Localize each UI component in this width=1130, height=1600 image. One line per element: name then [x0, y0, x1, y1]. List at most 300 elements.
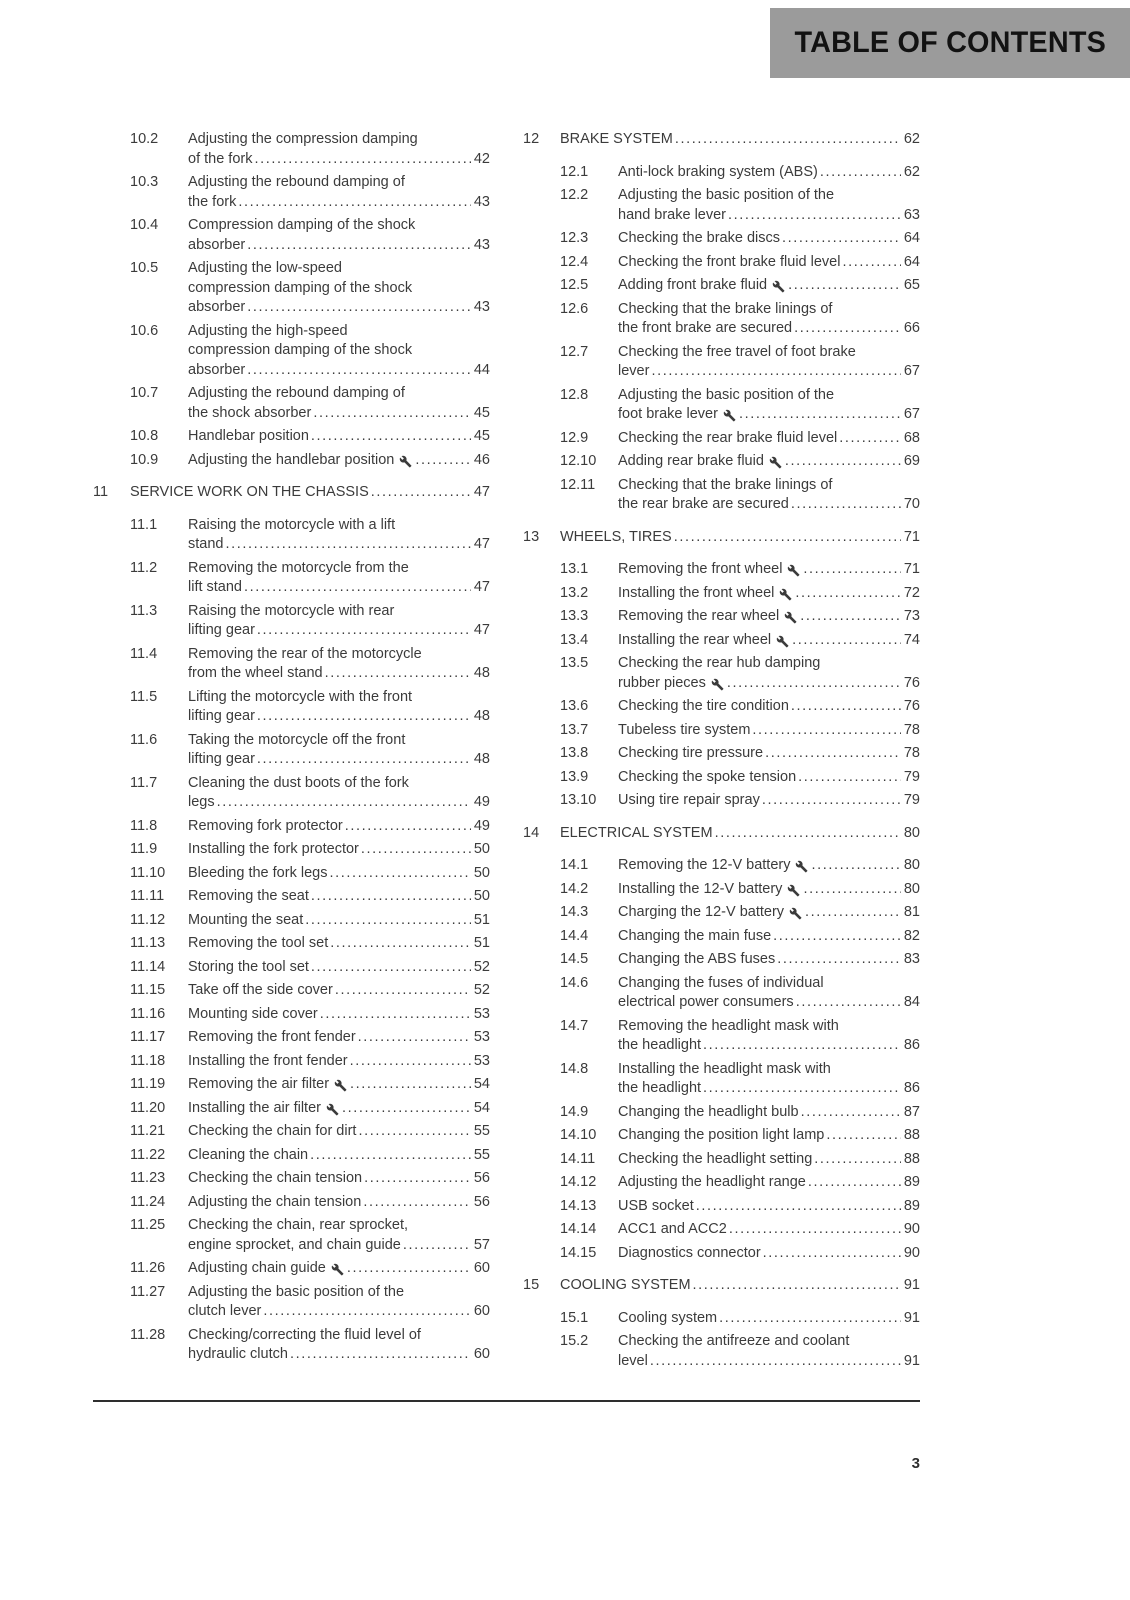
entry-page-number: 66	[903, 320, 920, 336]
entry-title-line: Removing fork protector	[188, 817, 343, 834]
entry-title-line: Adjusting the rebound damping of	[188, 385, 405, 401]
dot-leader	[238, 193, 471, 213]
entry-body	[618, 1150, 920, 1170]
entry-page-number: 90	[903, 1221, 920, 1237]
entry-last-line	[618, 674, 920, 694]
entry-title-line: Taking the motorcycle off the front	[188, 731, 406, 748]
entry-body	[188, 1005, 490, 1025]
entry-page-number: 80	[903, 880, 920, 897]
entry-number: 14.10	[560, 1127, 597, 1143]
entry-title-line: ACC1 and ACC2	[618, 1221, 727, 1237]
entry-last-line	[560, 130, 920, 150]
entry-title-line: from the wheel stand	[188, 665, 323, 681]
entry-number: 10.9	[130, 451, 159, 468]
entry-number: 12.2	[560, 187, 589, 203]
entry-page-number: 48	[473, 751, 490, 767]
entry-last-line	[618, 903, 920, 923]
entry-number: 11.3	[130, 602, 158, 619]
toc-entry	[93, 1326, 490, 1365]
dot-leader	[364, 1169, 471, 1189]
entry-title-line: Checking the rear brake fluid level	[618, 429, 838, 446]
entry-number: 14.13	[560, 1197, 597, 1214]
entry-page-number: 87	[903, 1103, 920, 1120]
entry-title-line: Diagnostics connector	[618, 1244, 761, 1261]
entry-title-line: Adjusting the basic position of the	[618, 386, 835, 403]
entry-title-line: Changing the position light lamp	[618, 1127, 825, 1143]
entry-page-number: 90	[903, 1244, 920, 1261]
wrench-icon	[779, 588, 792, 601]
entry-title-line: Checking tire pressure	[618, 745, 764, 761]
entry-last-line	[560, 528, 920, 548]
header-band	[770, 8, 1130, 78]
entry-title-line: Removing the rear wheel	[618, 608, 780, 624]
entry-title-line: Installing the air filter	[188, 1099, 321, 1116]
entry-last-line	[188, 707, 490, 727]
entry-title-line: the fork	[188, 193, 237, 210]
page-title: TABLE OF CONTENTS	[794, 26, 1106, 59]
entry-title-line: SERVICE WORK ON THE CHASSIS	[130, 484, 369, 500]
entry-page-number: 62	[903, 131, 920, 147]
dot-leader	[693, 1276, 901, 1296]
toc-entry	[523, 429, 920, 449]
dot-leader	[217, 793, 471, 813]
toc-entry	[523, 1060, 920, 1099]
entry-last-line	[188, 664, 490, 684]
entry-page-number: 51	[473, 911, 490, 928]
entry-number: 11.18	[130, 1052, 166, 1069]
entry-number: 10.3	[130, 174, 159, 190]
dot-leader	[247, 298, 471, 318]
dot-leader	[826, 1126, 901, 1146]
dot-leader	[788, 276, 901, 296]
entry-title-line: Cleaning the chain	[188, 1146, 309, 1163]
dot-leader	[773, 927, 901, 947]
dot-leader	[782, 229, 901, 249]
entry-title-line: Checking the tire condition	[618, 698, 789, 714]
dot-leader	[257, 750, 471, 770]
entry-body	[188, 774, 490, 813]
entry-body	[618, 186, 920, 225]
entry-page-number: 52	[473, 982, 490, 998]
entry-last-line	[188, 451, 490, 471]
entry-title-line: absorber	[188, 236, 246, 253]
entry-page-number: 79	[903, 768, 920, 785]
dot-leader	[805, 903, 901, 923]
toc-entry	[523, 791, 920, 811]
entry-number: 11.12	[130, 911, 166, 928]
entry-body	[618, 1244, 920, 1264]
entry-title-line: Checking the rear hub damping	[618, 655, 821, 671]
entry-title-line: Cleaning the dust boots of the fork	[188, 774, 409, 791]
entry-body	[188, 1216, 490, 1255]
entry-body	[188, 1052, 490, 1072]
dot-leader	[703, 1079, 901, 1099]
entry-number: 12.4	[560, 253, 589, 270]
entry-last-line	[618, 993, 920, 1013]
entry-body	[188, 1259, 490, 1279]
entry-number: 11.21	[130, 1123, 166, 1139]
entry-title-line: the shock absorber	[188, 404, 312, 421]
dot-leader	[320, 1005, 471, 1025]
entry-number: 13	[523, 528, 540, 545]
entry-title-line: the headlight	[618, 1080, 702, 1096]
entry-title-line: Installing the rear wheel	[618, 631, 772, 648]
entry-body	[618, 1332, 920, 1371]
toc-entry	[523, 950, 920, 970]
entry-title-line: Installing the fork protector	[188, 841, 359, 857]
wrench-icon	[787, 564, 800, 577]
dot-leader	[729, 1220, 901, 1240]
entry-page-number: 91	[903, 1352, 920, 1369]
entry-title-line: Changing the fuses of individual	[618, 974, 824, 991]
entry-body	[188, 1028, 490, 1048]
entry-page-number: 78	[903, 745, 920, 761]
entry-title-line: Removing the 12-V battery	[618, 857, 791, 873]
entry-title-line: lift stand	[188, 579, 242, 595]
entry-title-line: Bleeding the fork legs	[188, 864, 328, 881]
entry-last-line	[188, 1146, 490, 1166]
dot-leader	[719, 1309, 901, 1329]
entry-title-line: Changing the main fuse	[618, 927, 772, 944]
entry-title-line: Checking the antifreeze and coolant	[618, 1333, 850, 1349]
toc-entry	[93, 817, 490, 837]
entry-last-line	[188, 1075, 490, 1095]
entry-last-line	[188, 911, 490, 931]
entry-title-line: Tubeless tire system	[618, 721, 751, 738]
entry-number: 15.1	[560, 1309, 589, 1326]
entry-body	[618, 429, 920, 449]
toc-entry	[523, 452, 920, 472]
entry-last-line	[618, 950, 920, 970]
entry-last-line	[188, 1259, 490, 1279]
toc-entry	[93, 1028, 490, 1048]
entry-body	[618, 744, 920, 764]
dot-leader	[358, 1122, 470, 1142]
entry-last-line	[188, 578, 490, 598]
dot-leader	[791, 495, 901, 515]
entry-body	[618, 697, 920, 717]
dot-leader	[311, 427, 471, 447]
entry-title-line: the rear brake are secured	[618, 496, 789, 512]
entry-body	[188, 934, 490, 954]
entry-page-number: 89	[903, 1197, 920, 1214]
entry-number: 11.27	[130, 1283, 166, 1300]
wrench-icon	[326, 1103, 339, 1116]
entry-last-line	[188, 1193, 490, 1213]
entry-body	[618, 276, 920, 296]
entry-body	[618, 880, 920, 900]
entry-title-line: Adjusting the basic position of the	[618, 187, 835, 203]
entry-page-number: 86	[903, 1037, 920, 1053]
entry-number: 12.11	[560, 476, 596, 493]
entry-last-line	[560, 1276, 920, 1296]
toc-entry	[523, 1197, 920, 1217]
entry-body	[618, 1060, 920, 1099]
entry-title-line: Adding front brake fluid	[618, 277, 768, 293]
entry-title-line: Mounting the seat	[188, 911, 304, 928]
toc-entry	[93, 731, 490, 770]
entry-page-number: 83	[903, 951, 920, 967]
entry-title-line: Removing the tool set	[188, 935, 329, 951]
dot-leader	[650, 1352, 901, 1372]
entry-number: 11.16	[130, 1005, 166, 1022]
dot-leader	[310, 1146, 471, 1166]
entry-title-line: hydraulic clutch	[188, 1346, 288, 1362]
entry-body	[188, 645, 490, 684]
entry-body	[560, 824, 920, 844]
entry-number: 11.26	[130, 1260, 166, 1276]
entry-page-number: 46	[473, 451, 490, 468]
entry-page-number: 47	[473, 622, 490, 638]
dot-leader	[792, 631, 901, 651]
toc-entry	[93, 911, 490, 931]
entry-title-line: absorber	[188, 361, 246, 378]
entry-body	[188, 1283, 490, 1322]
entry-last-line	[618, 1197, 920, 1217]
entry-page-number: 74	[903, 631, 920, 648]
entry-page-number: 53	[473, 1029, 490, 1045]
entry-last-line	[618, 584, 920, 604]
entry-page-number: 69	[903, 453, 920, 469]
entry-number: 11.17	[130, 1029, 166, 1045]
entry-body	[188, 559, 490, 598]
dot-leader	[342, 1099, 471, 1119]
entry-body	[188, 887, 490, 907]
entry-number: 12.7	[560, 343, 589, 360]
entry-last-line	[188, 404, 490, 424]
entry-last-line	[618, 362, 920, 382]
entry-number: 13.7	[560, 721, 589, 738]
toc-entry	[93, 887, 490, 907]
entry-number: 11.4	[130, 645, 158, 662]
dot-leader	[675, 130, 901, 150]
entry-last-line	[618, 1309, 920, 1329]
entry-title-line: Removing the seat	[188, 888, 309, 904]
entry-page-number: 63	[903, 206, 920, 223]
entry-number: 10.5	[130, 260, 159, 276]
entry-page-number: 68	[903, 429, 920, 446]
dot-leader	[800, 607, 901, 627]
entry-page-number: 56	[473, 1193, 490, 1210]
entry-page-number: 80	[903, 824, 920, 841]
entry-body	[618, 607, 920, 627]
toc-entry	[523, 744, 920, 764]
dot-leader	[715, 824, 901, 844]
entry-title-line: USB socket	[618, 1197, 694, 1214]
entry-title-line: Installing the front wheel	[618, 584, 775, 601]
toc-entry	[523, 654, 920, 693]
entry-title-line: Handlebar position	[188, 428, 309, 444]
entry-title-line: Installing the front fender	[188, 1052, 348, 1069]
entry-page-number: 78	[903, 721, 920, 738]
dot-leader	[651, 362, 900, 382]
toc-entry	[93, 1283, 490, 1322]
toc-entry	[93, 427, 490, 447]
entry-last-line	[618, 721, 920, 741]
dot-leader	[329, 864, 470, 884]
entry-body	[188, 817, 490, 837]
entry-last-line	[618, 429, 920, 449]
entry-last-line	[618, 1150, 920, 1170]
toc-entry	[523, 1017, 920, 1056]
dot-leader	[703, 1036, 901, 1056]
entry-last-line	[618, 1126, 920, 1146]
entry-last-line	[188, 887, 490, 907]
entry-last-line	[618, 631, 920, 651]
dot-leader	[290, 1345, 471, 1365]
entry-title-line: compression damping of the shock	[188, 342, 413, 358]
entry-body	[188, 840, 490, 860]
entry-page-number: 53	[473, 1005, 490, 1022]
dot-leader	[808, 1173, 901, 1193]
entry-number: 14.8	[560, 1060, 589, 1077]
toc-entry	[523, 1309, 920, 1329]
entry-body	[188, 427, 490, 447]
entry-last-line	[188, 1099, 490, 1119]
entry-title-line: Raising the motorcycle with rear	[188, 602, 395, 619]
entry-page-number: 91	[903, 1277, 920, 1293]
entry-last-line	[618, 1036, 920, 1056]
dot-leader	[795, 584, 900, 604]
entry-last-line	[188, 1169, 490, 1189]
dot-leader	[311, 958, 471, 978]
entry-page-number: 49	[473, 817, 490, 834]
entry-number: 13.3	[560, 608, 589, 624]
toc-entry	[523, 631, 920, 651]
entry-title-line: the headlight	[618, 1037, 702, 1053]
entry-last-line	[618, 405, 920, 425]
toc-section-entry	[93, 483, 490, 503]
wrench-icon	[399, 455, 412, 468]
entry-body	[618, 631, 920, 651]
entry-body	[188, 1193, 490, 1213]
wrench-icon	[331, 1263, 344, 1276]
entry-last-line	[188, 864, 490, 884]
entry-title-line: legs	[188, 794, 215, 810]
entry-last-line	[618, 768, 920, 788]
entry-page-number: 60	[473, 1346, 490, 1362]
entry-title-line: lever	[618, 363, 650, 379]
entry-page-number: 79	[903, 792, 920, 808]
entry-page-number: 88	[903, 1150, 920, 1167]
wrench-icon	[784, 611, 797, 624]
dot-leader	[225, 535, 470, 555]
entry-body	[188, 216, 490, 255]
entry-number: 14.2	[560, 880, 589, 897]
entry-number: 11.28	[130, 1326, 166, 1343]
entry-title-line: Checking the headlight setting	[618, 1150, 813, 1167]
entry-number: 11.7	[130, 774, 158, 791]
toc-entry	[523, 1173, 920, 1193]
entry-page-number: 67	[903, 363, 920, 379]
entry-body	[618, 163, 920, 183]
entry-last-line	[618, 206, 920, 226]
entry-page-number: 50	[473, 888, 490, 904]
entry-body	[618, 768, 920, 788]
entry-body	[618, 584, 920, 604]
entry-page-number: 55	[473, 1146, 490, 1163]
entry-body	[188, 1169, 490, 1189]
entry-last-line	[188, 750, 490, 770]
entry-page-number: 76	[903, 698, 920, 714]
entry-title-line: Storing the tool set	[188, 958, 309, 975]
toc-entry	[93, 559, 490, 598]
toc-entry	[523, 1150, 920, 1170]
entry-last-line	[560, 824, 920, 844]
entry-title-line: electrical power consumers	[618, 994, 794, 1010]
entry-body	[188, 1146, 490, 1166]
entry-number: 14.5	[560, 951, 589, 967]
entry-title-line: Take off the side cover	[188, 982, 333, 998]
entry-body	[618, 476, 920, 515]
toc-entry	[93, 1146, 490, 1166]
entry-last-line	[618, 1352, 920, 1372]
toc-entry	[523, 927, 920, 947]
entry-page-number: 67	[903, 406, 920, 422]
entry-last-line	[188, 361, 490, 381]
entry-last-line	[188, 840, 490, 860]
dot-leader	[696, 1197, 901, 1217]
entry-number: 11.23	[130, 1170, 166, 1186]
entry-last-line	[618, 1220, 920, 1240]
dot-leader	[311, 887, 471, 907]
entry-last-line	[188, 298, 490, 318]
entry-title-line: Changing the headlight bulb	[618, 1103, 799, 1120]
toc-entry	[93, 516, 490, 555]
entry-last-line	[618, 607, 920, 627]
wrench-icon	[795, 860, 808, 873]
dot-leader	[330, 934, 471, 954]
entry-number: 10.6	[130, 322, 159, 339]
entry-page-number: 88	[903, 1127, 920, 1143]
entry-last-line	[188, 958, 490, 978]
entry-last-line	[188, 793, 490, 813]
entry-number: 12.6	[560, 300, 589, 317]
entry-body	[560, 130, 920, 150]
entry-body	[188, 259, 490, 318]
toc-section-entry	[523, 824, 920, 844]
entry-last-line	[618, 791, 920, 811]
dot-leader	[762, 791, 901, 811]
dot-leader	[794, 319, 901, 339]
entry-last-line	[130, 483, 490, 503]
toc-entry	[93, 1122, 490, 1142]
entry-last-line	[618, 495, 920, 515]
dot-leader	[763, 1244, 901, 1264]
toc-entry	[523, 1244, 920, 1264]
toc-entry	[93, 322, 490, 381]
entry-number: 11.15	[130, 982, 166, 998]
entry-title-line: stand	[188, 536, 224, 552]
entry-body	[618, 1173, 920, 1193]
entry-number: 10.2	[130, 131, 159, 147]
entry-page-number: 81	[903, 904, 920, 920]
entry-page-number: 52	[473, 958, 490, 975]
entry-number: 14.9	[560, 1103, 589, 1120]
entry-body	[618, 386, 920, 425]
entry-page-number: 91	[903, 1309, 920, 1326]
entry-last-line	[188, 981, 490, 1001]
wrench-icon	[723, 409, 736, 422]
entry-title-line: Installing the headlight mask with	[618, 1060, 831, 1077]
dot-leader	[796, 993, 901, 1013]
toc-column-left	[93, 130, 490, 1375]
entry-last-line	[618, 452, 920, 472]
entry-number: 14	[523, 824, 540, 841]
toc-entry	[523, 276, 920, 296]
entry-page-number: 62	[903, 163, 920, 180]
entry-page-number: 53	[473, 1052, 490, 1069]
